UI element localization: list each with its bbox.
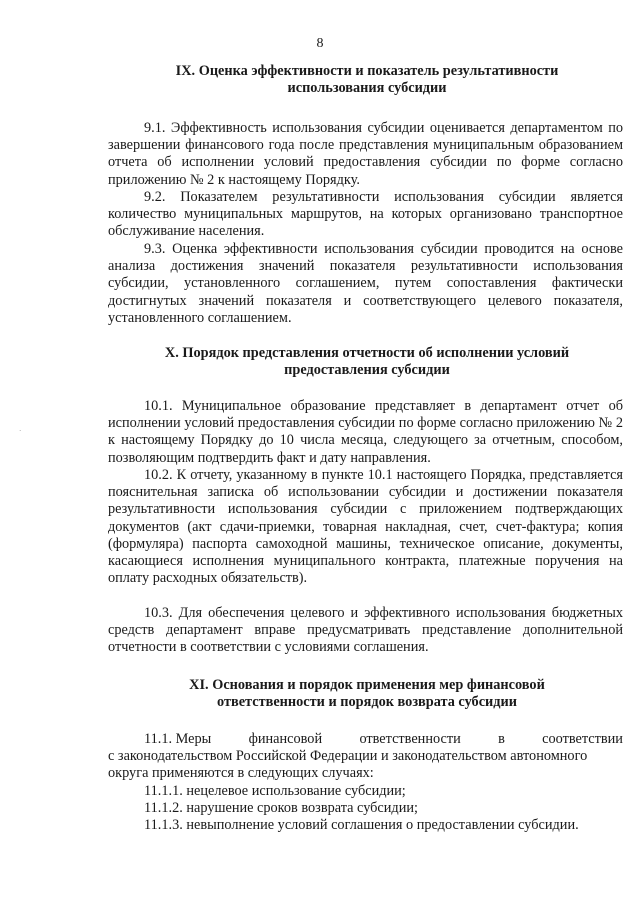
p11-word-4: в bbox=[498, 731, 505, 747]
section-11-heading bbox=[108, 677, 626, 711]
paragraph-9-3: 9.3. Оценка эффективности использования субсидии проводится на основе анализа достижения значений показателя результативности использования субсидии, установленного соглашением, путем сопоставления фактически достигнутых значений показателя и соответствующего целевого показателя, установленного соглашением. bbox=[108, 241, 623, 326]
section-11-heading-line2: ответственности и порядок возврата субсидии bbox=[216, 694, 517, 710]
section-9-heading-line1: IX. Оценка эффективности и показатель результативности bbox=[175, 63, 559, 79]
paragraph-11-1-line1 bbox=[144, 731, 623, 748]
p11-word-2: финансовой bbox=[248, 731, 323, 747]
p11-word-3: ответственности bbox=[359, 731, 461, 747]
list-item-11-1-1: 11.1.1. нецелевое использование субсидии; bbox=[144, 783, 406, 799]
section-9-heading bbox=[108, 63, 626, 97]
section-11-heading-line1: XI. Основания и порядок применения мер финансовой bbox=[189, 677, 545, 693]
paragraph-9-2: 9.2. Показателем результативности использования субсидии является количество муниципальных маршрутов, на которых организовано транспортное обслуживание населения. bbox=[108, 189, 623, 240]
section-10-heading-line2: предоставления субсидии bbox=[284, 362, 450, 378]
section-9-heading-line2: использования субсидии bbox=[287, 80, 447, 96]
list-item-11-1-2: 11.1.2. нарушение сроков возврата субсидии; bbox=[144, 800, 418, 816]
p11-word-5: соответствии bbox=[542, 731, 623, 747]
list-item-11-1-3: 11.1.3. невыполнение условий соглашения о предоставлении субсидии. bbox=[144, 817, 579, 833]
paragraph-11-1-line2: с законодательством Российской Федерации и законодательством автономного bbox=[108, 748, 588, 764]
paragraph-10-2: 10.2. К отчету, указанному в пункте 10.1 настоящего Порядка, представляется пояснительная записка об использовании субсидии и достижении показателя результативности использования субсидии с приложением подтверждающих документов (акт сдачи-приемки, товарная накладная, счет, счет-фактура; копия (формуляра) паспорта самоходной машины, техническое описание, документы, касающиеся исполнения муниципального контракта, платежные поручения на оплату расходных обязательств). bbox=[108, 467, 623, 587]
paragraph-10-1: 10.1. Муниципальное образование представляет в департамент отчет об исполнении условий предоставления субсидии по форме согласно приложению № 2 к настоящему Порядку до 10 числа месяца, следующего за отчетным, способом, позволяющим подтвердить факт и дату направления. bbox=[108, 398, 623, 466]
margin-mark: · bbox=[19, 427, 22, 435]
page-number: 8 bbox=[316, 36, 324, 51]
section-10-heading bbox=[108, 345, 626, 379]
paragraph-10-3: 10.3. Для обеспечения целевого и эффективного использования бюджетных средств департамент вправе предусматривать представление дополнительной отчетности в соответствии с условиями соглашения. bbox=[108, 605, 623, 656]
paragraph-11-1-line3: округа применяются в следующих случаях: bbox=[108, 765, 374, 781]
section-10-heading-line1: X. Порядок представления отчетности об исполнении условий bbox=[164, 345, 570, 361]
paragraph-9-1: 9.1. Эффективность использования субсидии оценивается департаментом по завершении финансового года после представления муниципальным образованием отчета об исполнении условий предоставления субсидии по форме согласно приложению № 2 к настоящему Порядку. bbox=[108, 120, 623, 188]
p11-word-1: 11.1. Меры bbox=[144, 731, 212, 747]
